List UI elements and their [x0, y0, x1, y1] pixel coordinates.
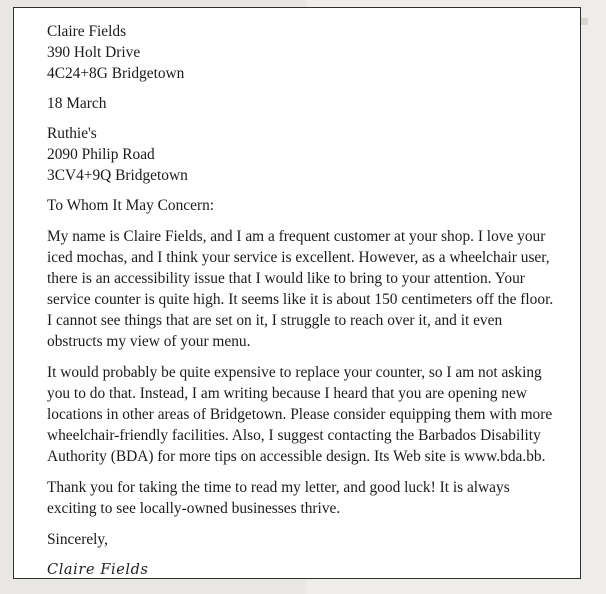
recipient-street: 2090 Philip Road — [47, 146, 155, 163]
recipient-name: Ruthie's — [47, 125, 97, 142]
body-paragraph-1: My name is Claire Fields, and I am a frequent customer at your shop. I love your iced mochas, and I think your service is excellent. However, as a wheelchair user, there is an accessibility issue that I would like to bring to your attention. Your service counter is quite high. It seems like it is about 150 centimeters off the floor. I cannot see things that are set on it, I struggle to reach over it, and it even obstructs my view of your menu. — [47, 228, 554, 350]
signature: Claire Fields — [47, 562, 149, 578]
sender-name: Claire Fields — [47, 23, 127, 40]
closing: Sincerely, — [47, 531, 108, 548]
body-paragraph-2: It would probably be quite expensive to replace your counter, so I am not asking you to do that. Instead, I am writing because I heard that you are opening new locations in other areas of Bridgetown. Please consider equipping them with more wheelchair-friendly facilities. Also, I suggest contacting the Barbados Disability Authority (BDA) for more tips on accessible design. Its Web site is www.bda.bb. — [47, 364, 553, 465]
sender-city: 4C24+8G Bridgetown — [47, 65, 185, 82]
letter-date: 18 March — [47, 95, 107, 112]
sender-street: 390 Holt Drive — [47, 44, 141, 61]
body-paragraph-3: Thank you for taking the time to read my letter, and good luck! It is always exciting to see locally-owned businesses thrive. — [47, 479, 510, 517]
recipient-address — [47, 123, 558, 186]
sender-address — [47, 21, 558, 84]
letter-page — [13, 7, 581, 579]
salutation: To Whom It May Concern: — [47, 197, 215, 214]
letter-date-block — [47, 93, 558, 114]
recipient-city: 3CV4+9Q Bridgetown — [47, 167, 188, 184]
